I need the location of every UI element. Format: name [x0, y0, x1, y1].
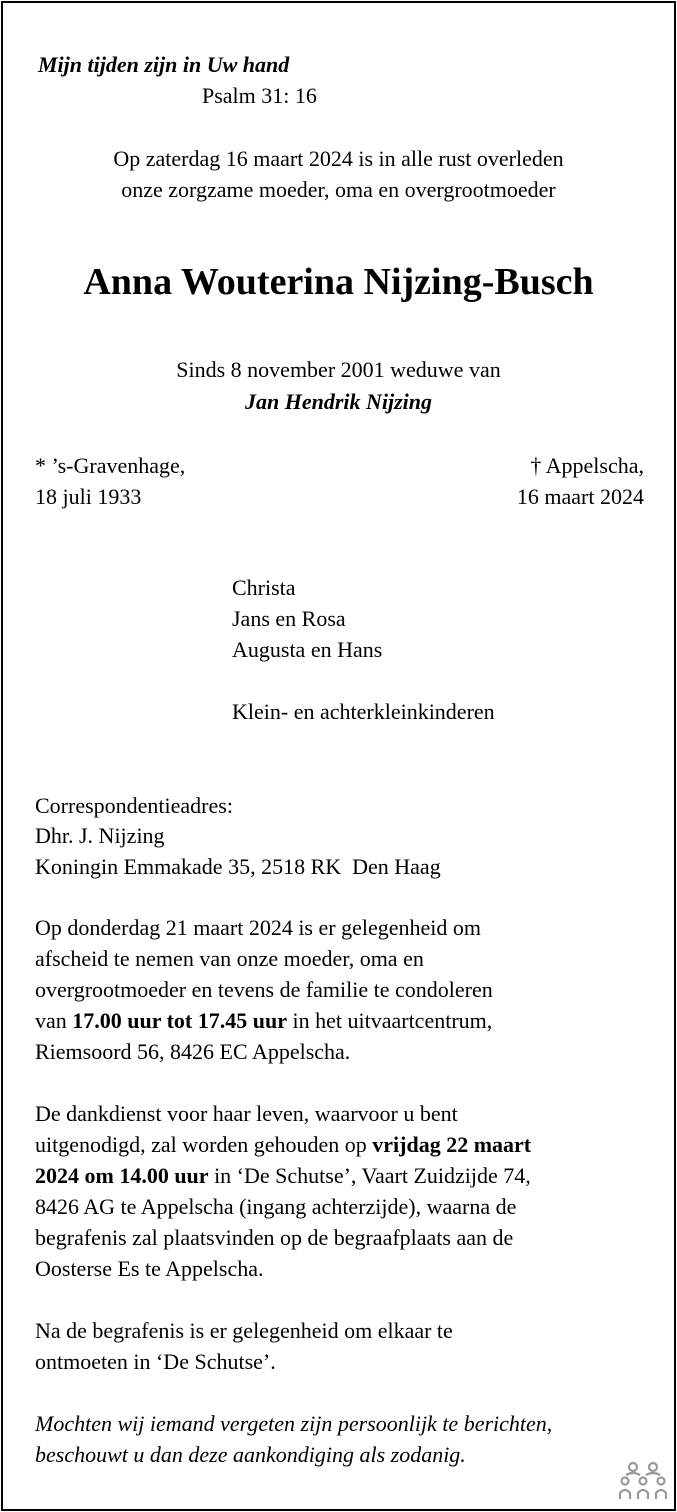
service-line-3	[35, 1161, 531, 1191]
birth-date: 18 juli 1933	[35, 484, 142, 509]
condolence-time: 17.00 uur tot 17.45 uur	[72, 1008, 287, 1033]
service-line-2-pre: uitgenodigd, zal worden gehouden op	[35, 1132, 373, 1157]
intro-line-2: onze zorgzame moeder, oma en overgrootmoeder	[121, 177, 556, 202]
intro-line-1: Op zaterdag 16 maart 2024 is in alle rust overleden	[113, 146, 564, 171]
condolence-line-4-pre: van	[35, 1008, 73, 1033]
motto-reference: Psalm 31: 16	[202, 83, 317, 108]
birth-place: * ’s-Gravenhage,	[35, 453, 186, 478]
service-line-4: 8426 AG te Appelscha (ingang achterzijde), waarna de	[35, 1194, 517, 1219]
service-time: 2024 om 14.00 uur	[35, 1163, 209, 1188]
correspondence-label: Correspondentieadres:	[35, 793, 233, 818]
family-member: Christa	[232, 575, 296, 600]
correspondence-address: Koningin Emmakade 35, 2518 RK Den Haag	[35, 854, 441, 879]
family-member: Jans en Rosa	[232, 606, 346, 631]
service-date: vrijdag 22 maart	[372, 1132, 532, 1157]
service-line-6: Oosterse Es te Appelscha.	[35, 1256, 264, 1281]
after-line-2: ontmoeten in ‘De Schutse’.	[35, 1349, 276, 1374]
condolence-line-4	[35, 1006, 492, 1036]
people-logo-icon	[619, 1459, 667, 1501]
service-line-2	[35, 1130, 531, 1160]
service-line-1: De dankdienst voor haar leven, waarvoor u bent	[35, 1101, 458, 1126]
condolence-line-3: overgrootmoeder en tevens de familie te condoleren	[35, 977, 493, 1002]
death-place: † Appelscha,	[530, 453, 644, 478]
death-date: 16 maart 2024	[516, 484, 644, 509]
deceased-name: Anna Wouterina Nijzing-Busch	[83, 261, 594, 303]
closing-line-1: Mochten wij iemand vergeten zijn persoonlijk te berichten,	[35, 1411, 553, 1436]
service-line-5: begrafenis zal plaatsvinden op de begraafplaats aan de	[35, 1225, 514, 1250]
condolence-line-5: Riemsoord 56, 8426 EC Appelscha.	[35, 1039, 351, 1064]
family-member: Augusta en Hans	[232, 637, 383, 662]
spouse-name: Jan Hendrik Nijzing	[244, 389, 433, 414]
after-line-1: Na de begrafenis is er gelegenheid om elkaar te	[35, 1318, 453, 1343]
correspondence-name: Dhr. J. Nijzing	[35, 823, 165, 848]
motto-text: Mijn tijden zijn in Uw hand	[38, 52, 290, 77]
condolence-line-2: afscheid te nemen van onze moeder, oma en	[35, 946, 424, 971]
closing-line-2: beschouwt u dan deze aankondiging als zodanig.	[35, 1442, 466, 1467]
widow-line: Sinds 8 november 2001 weduwe van	[176, 357, 501, 382]
condolence-line-4-post: in het uitvaartcentrum,	[287, 1008, 493, 1033]
service-line-3-post: in ‘De Schutse’, Vaart Zuidzijde 74,	[208, 1163, 531, 1188]
family-member: Klein- en achterkleinkinderen	[232, 699, 495, 724]
condolence-line-1: Op donderdag 21 maart 2024 is er gelegenheid om	[35, 915, 481, 940]
obituary-card	[1, 1, 676, 1511]
